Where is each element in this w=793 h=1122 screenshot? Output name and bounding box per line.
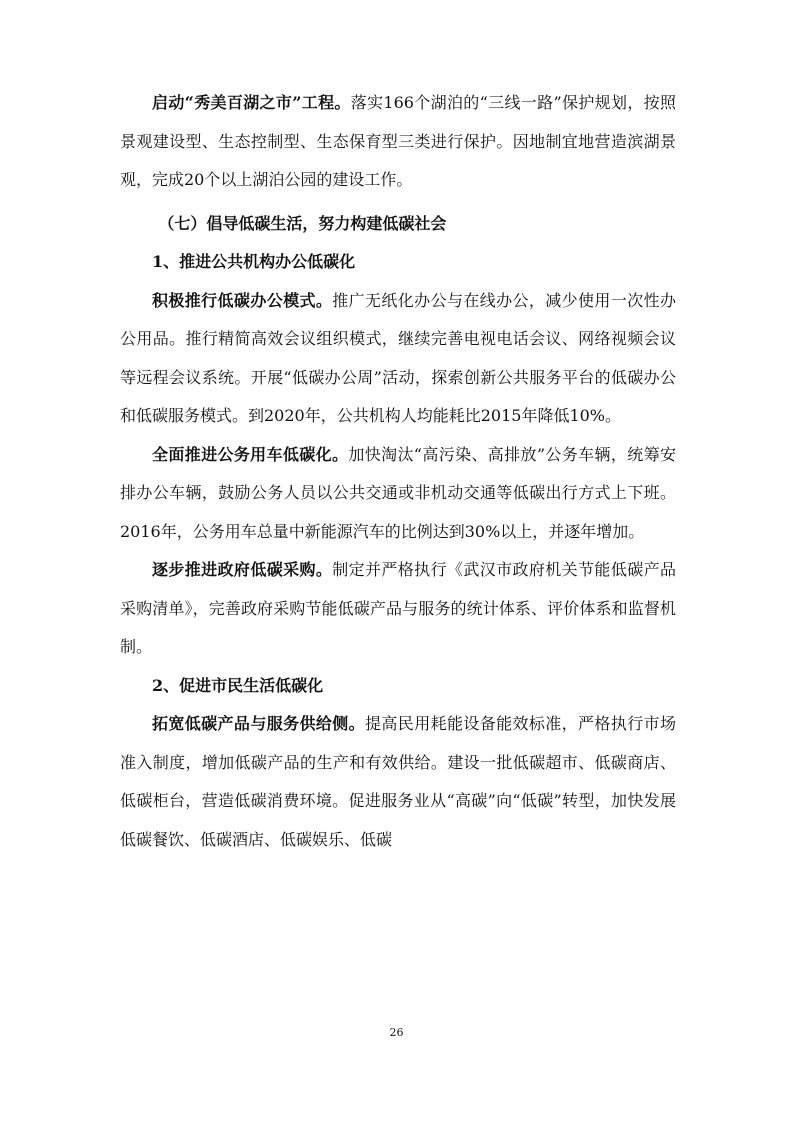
paragraph-lead: 全面推进公务用车低碳化。 [152,444,349,464]
paragraph-lead: 逐步推进政府低碳采购。 [152,560,333,579]
document-body [120,84,676,859]
paragraph-official-vehicles [120,436,676,552]
page-number: 26 [389,1026,404,1039]
paragraph-text: 制定并严格执行《武汉市政府机关节能低碳产品采购清单》，完善政府采购节能低碳产品与服务的统计体系、评价体系和监督机制。 [120,560,676,656]
paragraph-text: 推广无纸化办公与在线办公，减少使用一次性办公用品。推行精简高效会议组织模式，继续完善电视电话会议、网络视频会议等远程会议系统。开展“低碳办公周”活动，探索创新公共服务平台的低碳办公和低碳服务模式。到2020年，公共机构人均能耗比2015年降低10%。 [120,290,676,425]
subsection-heading-2: 2、促进市民生活低碳化 [152,675,324,695]
paragraph-text: 落实166个湖泊的“三线一路”保护规划，按照景观建设型、生态控制型、生态保育型三类进行保护。因地制宜地营造滨湖景观，完成20个以上湖泊公园的建设工作。 [120,93,676,189]
paragraph-lake-city [120,84,676,200]
paragraph-lead: 拓宽低碳产品与服务供给侧。 [152,714,366,733]
section-heading-7: （七）倡导低碳生活，努力构建低碳社会 [158,213,447,233]
paragraph-low-carbon-office [120,282,676,436]
paragraph-lead: 启动“秀美百湖之市”工程。 [152,93,351,112]
paragraph-lead: 积极推行低碳办公模式。 [152,290,333,310]
paragraph-text: 提高民用耗能设备能效标准，严格执行市场准入制度，增加低碳产品的生产和有效供给。建设一批低碳超市、低碳商店、低碳柜台，营造低碳消费环境。促进服务业从“高碳”向“低碳”转型，加快发展低碳餐饮、低碳酒店、低碳娱乐、低碳 [120,714,676,849]
paragraph-text: 加快淘汰“高污染、高排放”公务车辆，统筹安排办公车辆，鼓励公务人员以公共交通或非机动交通等低碳出行方式上下班。2016年，公务用车总量中新能源汽车的比例达到30%以上，并逐年增加。 [120,444,676,541]
paragraph-low-carbon-supply [120,705,676,859]
subsection-heading-1: 1、推进公共机构办公低碳化 [152,252,356,271]
paragraph-government-procurement [120,551,676,667]
